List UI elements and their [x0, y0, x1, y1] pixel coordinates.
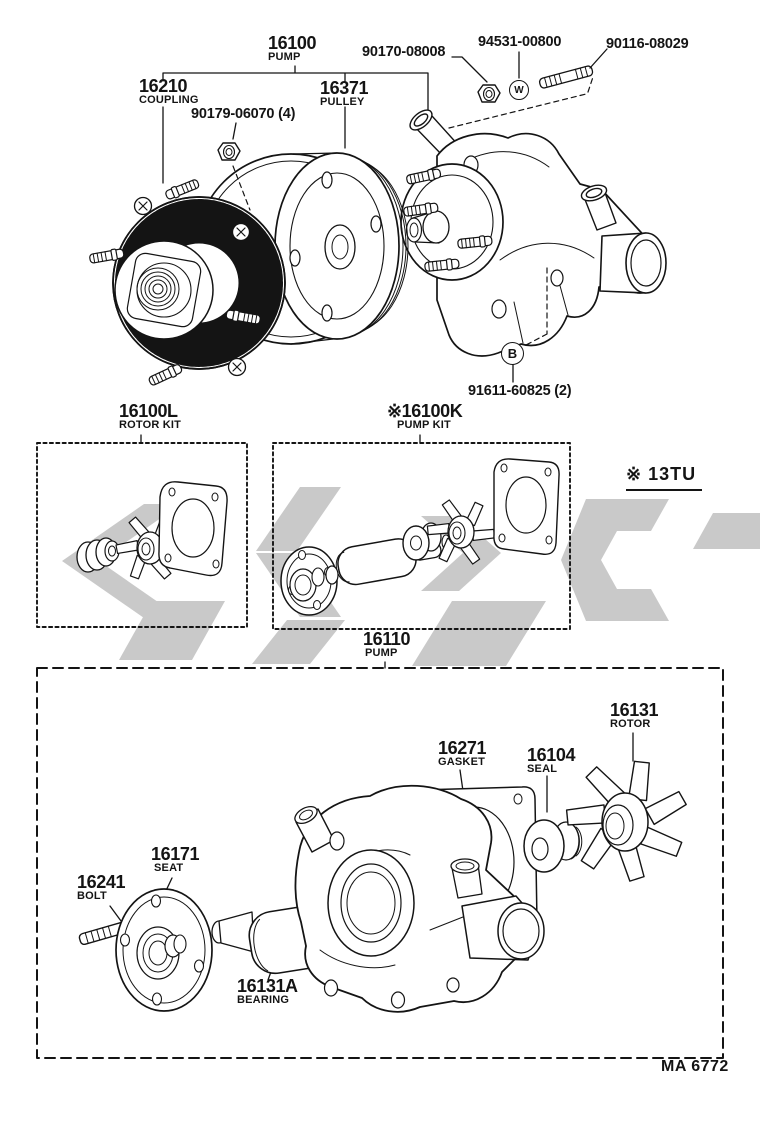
part-label-90179-06070: [191, 106, 295, 122]
pump-body-art: [401, 106, 666, 356]
part-label-90170-08008: [362, 44, 445, 60]
part-label-16100L: [119, 403, 181, 431]
part-number: 16131: [610, 700, 659, 720]
part-name: COUPLING: [139, 94, 199, 106]
part-number: 16110: [363, 629, 411, 649]
pump-detail-contents: [78, 757, 688, 1012]
part-label-16241: [77, 874, 125, 902]
part-number: 16210: [139, 76, 188, 96]
rotor-kit-contents: [77, 482, 227, 582]
part-label-16210: [139, 78, 199, 106]
part-name: BEARING: [237, 994, 290, 1006]
part-label-16104: [527, 747, 575, 775]
part-name: ROTOR KIT: [119, 419, 182, 431]
part-number: 94531-00800: [478, 34, 562, 50]
part-label-16131A: [237, 978, 298, 1006]
part-name: BOLT: [77, 890, 107, 902]
part-label-16371: [320, 80, 368, 108]
part-number: 16271: [438, 738, 487, 758]
part-name: PUMP: [268, 51, 301, 63]
part-number: 16371: [320, 78, 369, 98]
part-label-16100K: [387, 403, 462, 431]
part-label-91611-60825: [468, 383, 571, 399]
part-name: SEAL: [527, 763, 558, 775]
sheet-code: MA 6772: [661, 1058, 729, 1075]
part-number: 16104: [527, 745, 576, 765]
part-number: 91611-60825 (2): [468, 383, 572, 399]
part-number: 16171: [151, 844, 200, 864]
part-name: SEAT: [154, 862, 184, 874]
part-number: 16100: [268, 33, 317, 53]
part-label-16171: [151, 846, 199, 874]
part-name: ROTOR: [610, 718, 651, 730]
part-name: GASKET: [438, 756, 486, 768]
part-name: PULLEY: [320, 96, 365, 108]
part-label-16110: [363, 631, 410, 659]
part-label-94531-00800: [478, 34, 561, 50]
part-label-16131: [610, 702, 658, 730]
callout-b-circle: B: [501, 342, 524, 365]
part-number: 90179-06070 (4): [191, 106, 296, 122]
part-name: PUMP: [365, 647, 398, 659]
part-label-90116-08029: [606, 36, 688, 52]
callout-washer-w: W: [509, 80, 529, 100]
part-label-16271: [438, 740, 486, 768]
part-number: 90116-08029: [606, 36, 689, 52]
part-number: ※16100K: [387, 401, 463, 421]
part-number: 90170-08008: [362, 44, 446, 60]
part-name: PUMP KIT: [397, 419, 451, 431]
part-label-16100: [268, 35, 316, 63]
part-number: 16100L: [119, 401, 178, 421]
part-number: 16131A: [237, 976, 298, 996]
part-number: 16241: [77, 872, 126, 892]
variant-note: ※ 13TU: [626, 464, 702, 491]
pump-kit-contents: [281, 459, 559, 615]
